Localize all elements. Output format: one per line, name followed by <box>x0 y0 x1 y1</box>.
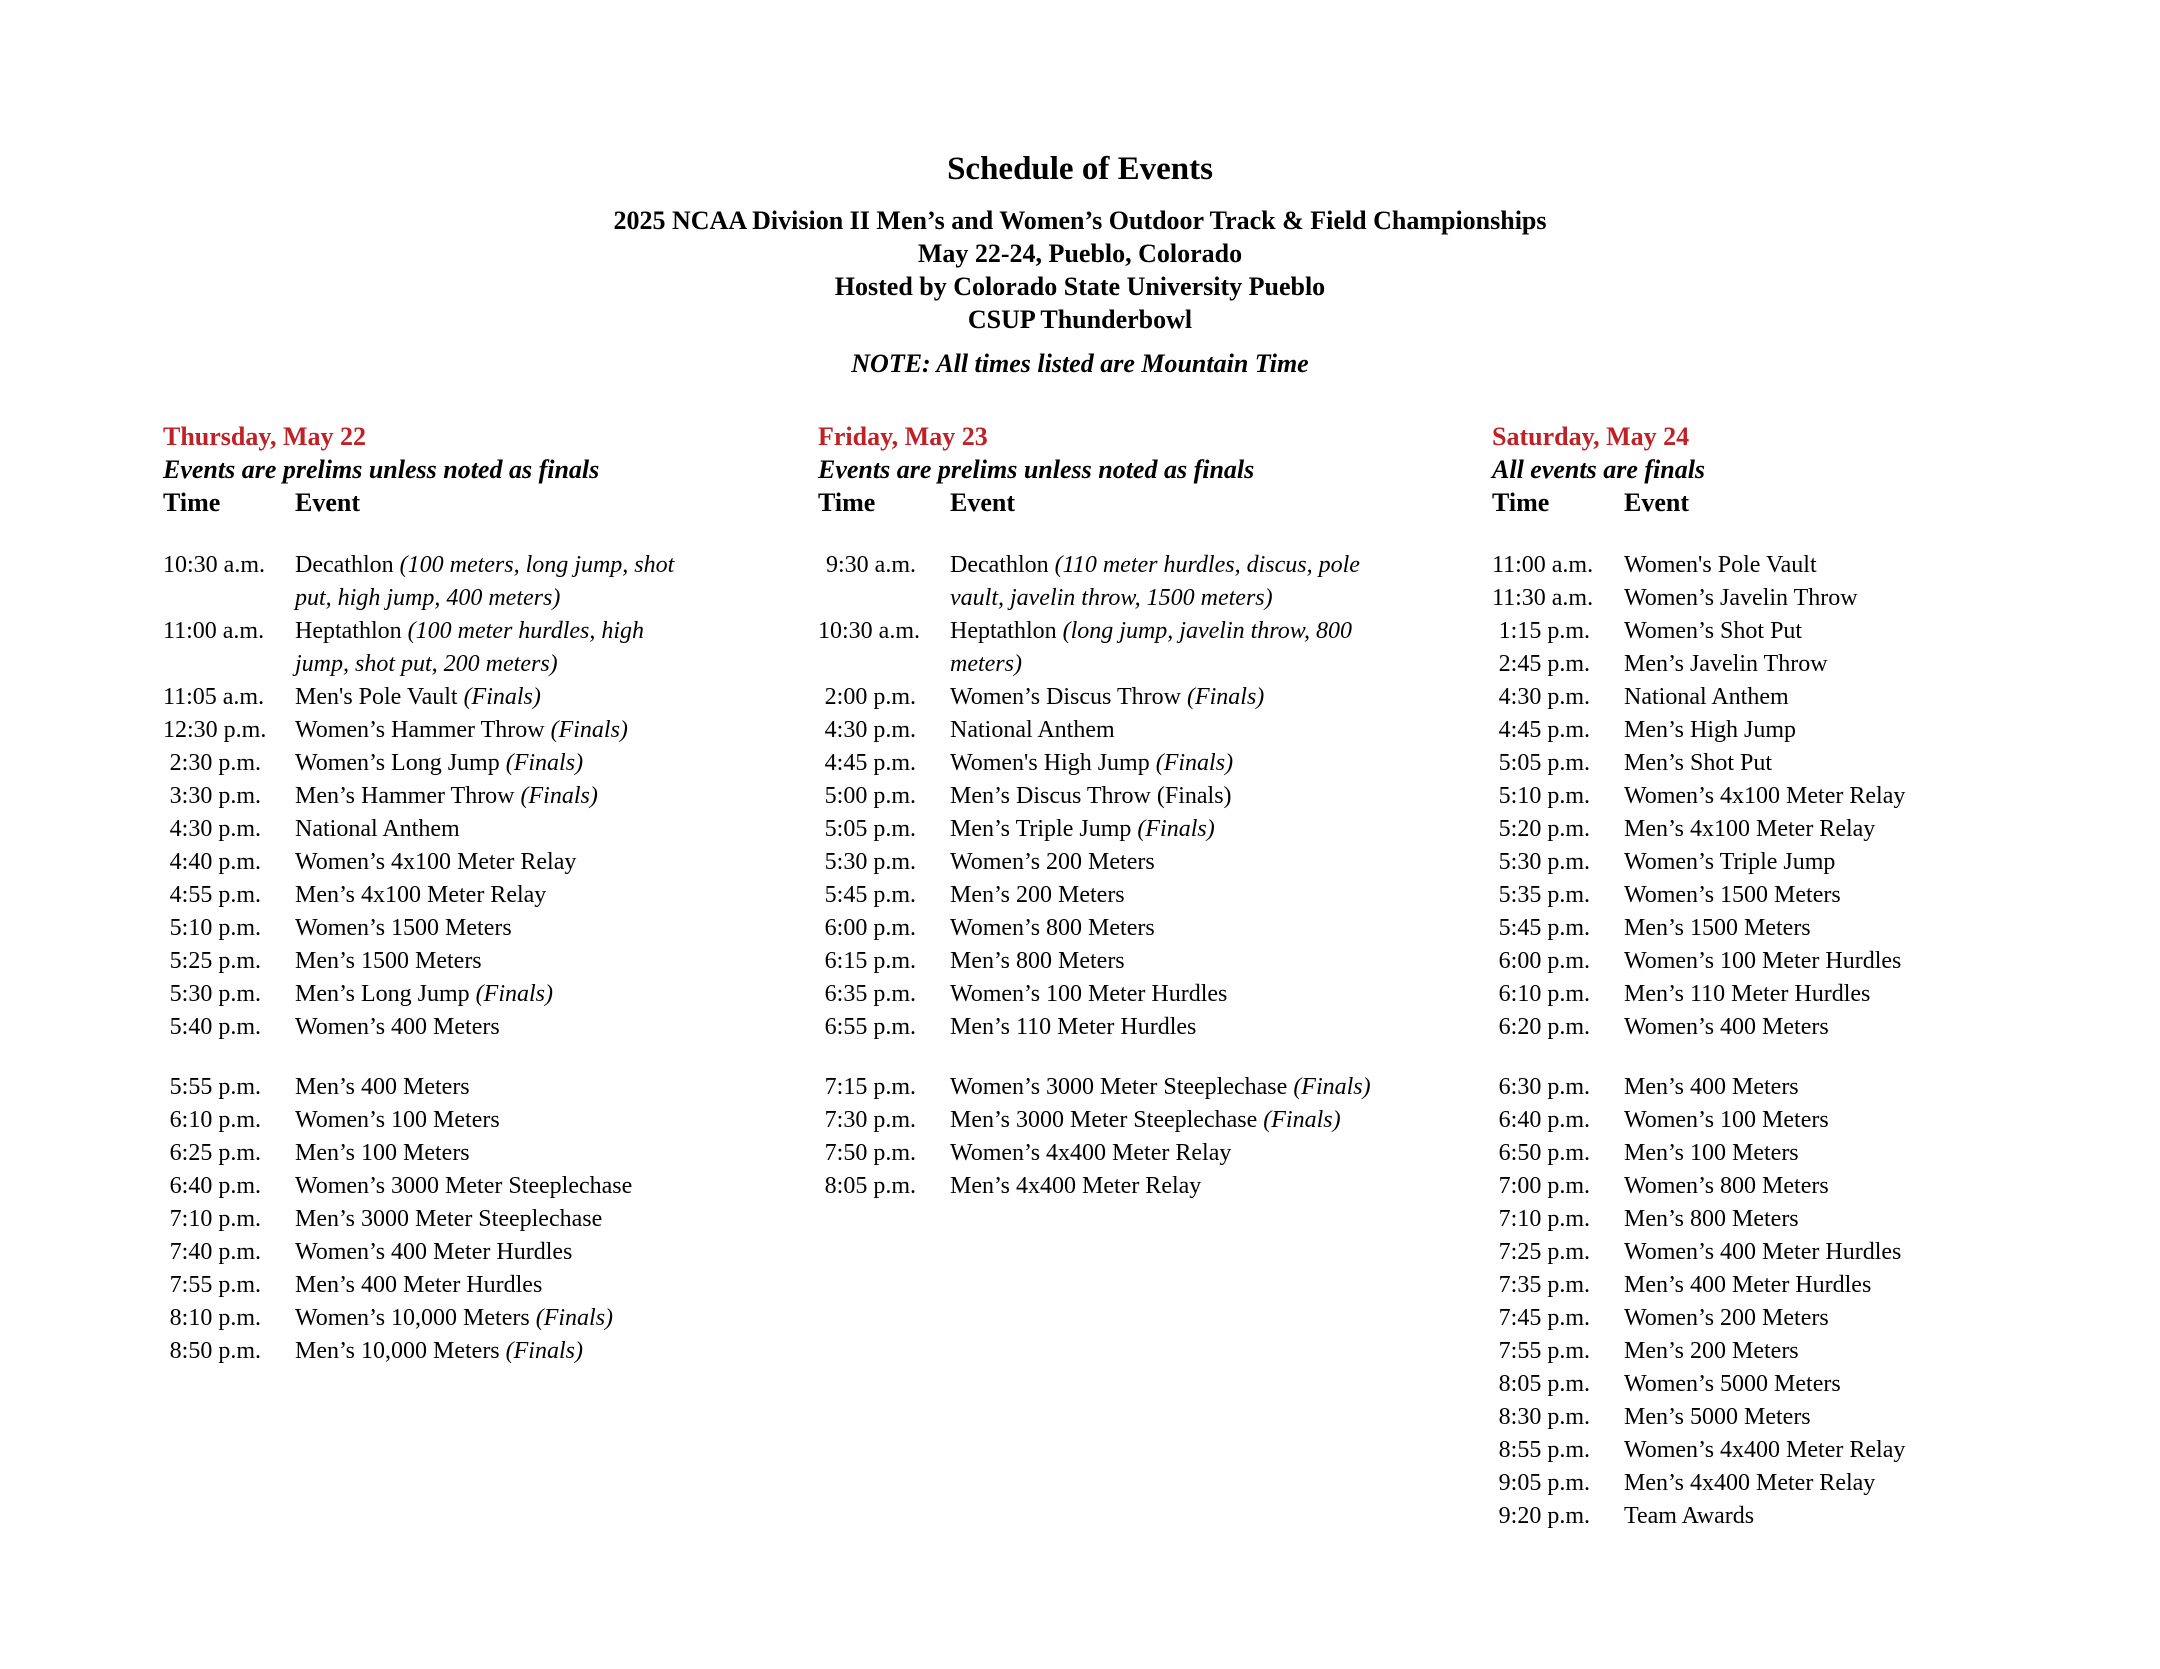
schedule-row <box>818 1104 1383 1137</box>
schedule-rows <box>818 549 1383 1203</box>
schedule-row <box>163 1203 683 1236</box>
event-time: 5:20 p.m. <box>1498 816 1590 842</box>
event-name: Women’s 10,000 Meters (Finals) <box>295 1305 614 1331</box>
event-time: 9:30 a.m. <box>826 552 916 578</box>
event-time: 7:45 p.m. <box>1498 1305 1590 1331</box>
subtitle-venue: CSUP Thunderbowl <box>967 305 1193 334</box>
day-column-friday <box>818 420 1383 1203</box>
event-note: (Finals) <box>1263 1107 1341 1133</box>
schedule-row <box>1492 549 2067 582</box>
schedule-row <box>818 1137 1383 1170</box>
schedule-row <box>163 1236 683 1269</box>
event-name: Men’s High Jump <box>1624 717 1797 743</box>
day-column-thursday <box>163 420 683 1368</box>
event-name: Women’s 400 Meters <box>1624 1014 1829 1040</box>
document-header <box>0 148 2160 336</box>
event-time: 4:30 p.m. <box>824 717 916 743</box>
event-time: 6:25 p.m. <box>169 1140 261 1166</box>
schedule-row <box>1492 1335 2067 1368</box>
event-time: 5:30 p.m. <box>824 849 916 875</box>
event-time: 7:55 p.m. <box>169 1272 261 1298</box>
event-time: 8:05 p.m. <box>824 1173 916 1199</box>
schedule-rows <box>1492 549 2067 1533</box>
event-name: Men’s 200 Meters <box>950 882 1125 908</box>
event-name: Heptathlon (100 meter hurdles, high jump, shot put, 200 meters) <box>295 618 645 677</box>
schedule-row <box>1492 648 2067 681</box>
event-time: 6:35 p.m. <box>824 981 916 1007</box>
schedule-row <box>163 912 683 945</box>
schedule-row <box>163 681 683 714</box>
schedule-row <box>163 879 683 912</box>
schedule-row <box>1492 1368 2067 1401</box>
day-subnote: Events are prelims unless noted as finals <box>818 455 1255 484</box>
event-name: Women’s 4x100 Meter Relay <box>295 849 577 875</box>
schedule-row <box>1492 1467 2067 1500</box>
event-note: (Finals) <box>475 981 553 1007</box>
event-time: 6:40 p.m. <box>169 1173 261 1199</box>
event-note: (Finals) <box>1137 816 1215 842</box>
schedule-row <box>1492 879 2067 912</box>
event-time: 6:40 p.m. <box>1498 1107 1590 1133</box>
schedule-row <box>1492 912 2067 945</box>
event-time: 7:25 p.m. <box>1498 1239 1590 1265</box>
event-name: Men’s 1500 Meters <box>295 948 482 974</box>
event-time: 5:45 p.m. <box>824 882 916 908</box>
schedule-row <box>1492 681 2067 714</box>
event-name: Men’s 400 Meters <box>1624 1074 1799 1100</box>
event-name: Men’s 800 Meters <box>950 948 1125 974</box>
event-time: 11:30 a.m. <box>1492 585 1594 611</box>
schedule-row <box>818 549 1383 615</box>
event-name: Men’s 100 Meters <box>295 1140 470 1166</box>
event-time: 4:40 p.m. <box>169 849 261 875</box>
time-column-header: Time <box>818 488 876 517</box>
schedule-row <box>163 1269 683 1302</box>
event-time: 8:10 p.m. <box>169 1305 261 1331</box>
event-name: Men’s 4x400 Meter Relay <box>1624 1470 1876 1496</box>
event-note: (100 meter hurdles, high jump, shot put, 200 meters) <box>295 618 645 677</box>
table-header <box>1492 486 2067 519</box>
event-time: 2:45 p.m. <box>1498 651 1590 677</box>
event-time: 4:45 p.m. <box>824 750 916 776</box>
event-name: Women’s Triple Jump <box>1624 849 1836 875</box>
event-time: 7:30 p.m. <box>824 1107 916 1133</box>
event-time: 5:00 p.m. <box>824 783 916 809</box>
event-name: Men’s 4x100 Meter Relay <box>1624 816 1876 842</box>
event-time: 10:30 a.m. <box>163 552 265 578</box>
schedule-row <box>1492 1011 2067 1044</box>
schedule-row <box>163 846 683 879</box>
schedule-row <box>1492 1401 2067 1434</box>
event-name: Women’s 200 Meters <box>950 849 1155 875</box>
schedule-row <box>818 780 1383 813</box>
event-time: 4:30 p.m. <box>169 816 261 842</box>
schedule-row <box>1492 1500 2067 1533</box>
event-note: (Finals) <box>1155 750 1234 776</box>
schedule-block <box>163 549 683 1044</box>
event-name: National Anthem <box>1624 684 1789 710</box>
schedule-row <box>1492 747 2067 780</box>
schedule-block <box>818 549 1383 1044</box>
event-time: 6:00 p.m. <box>1498 948 1590 974</box>
event-name: National Anthem <box>950 717 1115 743</box>
schedule-row <box>1492 1071 2067 1104</box>
schedule-row <box>1492 780 2067 813</box>
event-name: Women’s 400 Meter Hurdles <box>295 1239 573 1265</box>
event-note: (Finals) <box>1186 684 1265 710</box>
time-column-header: Time <box>1492 488 1550 517</box>
event-time: 5:55 p.m. <box>169 1074 261 1100</box>
event-time: 2:30 p.m. <box>169 750 261 776</box>
schedule-row <box>1492 714 2067 747</box>
schedule-row <box>1492 1302 2067 1335</box>
event-name: Women’s 4x400 Meter Relay <box>950 1140 1232 1166</box>
event-time: 8:55 p.m. <box>1498 1437 1590 1463</box>
event-name: Men’s Discus Throw (Finals) <box>950 783 1232 809</box>
event-name: Women’s Discus Throw (Finals) <box>950 684 1265 710</box>
event-note: (110 meter hurdles, discus, pole vault, javelin throw, 1500 meters) <box>950 552 1360 611</box>
event-time: 6:50 p.m. <box>1498 1140 1590 1166</box>
event-time: 7:10 p.m. <box>1498 1206 1590 1232</box>
event-time: 8:05 p.m. <box>1498 1371 1590 1397</box>
event-name: Men’s 3000 Meter Steeplechase <box>295 1206 603 1232</box>
event-name: National Anthem <box>295 816 460 842</box>
subtitle-date-location: May 22-24, Pueblo, Colorado <box>917 239 1243 268</box>
day-heading: Saturday, May 24 <box>1492 422 1690 451</box>
table-header <box>163 486 683 519</box>
schedule-row <box>163 1302 683 1335</box>
event-time: 5:30 p.m. <box>169 981 261 1007</box>
day-heading: Thursday, May 22 <box>163 422 366 451</box>
schedule-row <box>1492 1170 2067 1203</box>
event-name: Women's Pole Vault <box>1624 552 1817 578</box>
event-time: 5:10 p.m. <box>169 915 261 941</box>
event-time: 3:30 p.m. <box>169 783 261 809</box>
event-name: Women’s 1500 Meters <box>1624 882 1841 908</box>
event-note: (Finals) <box>1156 783 1232 809</box>
event-time: 8:30 p.m. <box>1498 1404 1590 1430</box>
event-note: (Finals) <box>520 783 598 809</box>
schedule-row <box>163 813 683 846</box>
event-name: Women’s 4x400 Meter Relay <box>1624 1437 1906 1463</box>
event-name: Men’s Triple Jump (Finals) <box>950 816 1215 842</box>
event-name: Men’s 800 Meters <box>1624 1206 1799 1232</box>
schedule-row <box>818 1170 1383 1203</box>
schedule-row <box>818 945 1383 978</box>
event-time: 5:25 p.m. <box>169 948 261 974</box>
schedule-block <box>163 1071 683 1368</box>
event-name: Women’s 800 Meters <box>1624 1173 1829 1199</box>
event-note: (Finals) <box>505 1338 583 1364</box>
event-time: 11:05 a.m. <box>163 684 265 710</box>
event-name: Women's High Jump (Finals) <box>950 750 1234 776</box>
schedule-row <box>818 978 1383 1011</box>
event-name: Men’s 100 Meters <box>1624 1140 1799 1166</box>
event-time: 9:20 p.m. <box>1498 1503 1590 1529</box>
event-name: Team Awards <box>1624 1503 1755 1529</box>
event-time: 6:10 p.m. <box>169 1107 261 1133</box>
event-name: Women’s 5000 Meters <box>1624 1371 1841 1397</box>
event-time: 11:00 a.m. <box>163 618 265 644</box>
event-name: Women’s 3000 Meter Steeplechase <box>295 1173 633 1199</box>
schedule-row <box>1492 582 2067 615</box>
event-name: Men’s 3000 Meter Steeplechase (Finals) <box>950 1107 1341 1133</box>
event-time: 5:35 p.m. <box>1498 882 1590 908</box>
schedule-row <box>1492 813 2067 846</box>
schedule-block <box>818 1071 1383 1203</box>
event-column-header: Event <box>950 488 1015 517</box>
event-name: Heptathlon (long jump, javelin throw, 800 meters) <box>950 618 1352 677</box>
time-column-header: Time <box>163 488 221 517</box>
event-name: Men’s 4x100 Meter Relay <box>295 882 547 908</box>
schedule-row <box>818 912 1383 945</box>
event-name: Women’s 100 Meter Hurdles <box>950 981 1228 1007</box>
event-name: Women’s 400 Meters <box>295 1014 500 1040</box>
event-name: Men’s 10,000 Meters (Finals) <box>295 1338 583 1364</box>
schedule-row <box>818 714 1383 747</box>
event-note: (Finals) <box>1293 1074 1371 1100</box>
event-name: Men’s 1500 Meters <box>1624 915 1811 941</box>
event-column-header: Event <box>295 488 360 517</box>
schedule-row <box>1492 1104 2067 1137</box>
event-time: 11:00 a.m. <box>1492 552 1594 578</box>
event-name: Men’s 400 Meters <box>295 1074 470 1100</box>
schedule-row <box>163 1335 683 1368</box>
event-name: Men’s 400 Meter Hurdles <box>1624 1272 1872 1298</box>
subtitle-host: Hosted by Colorado State University Pueblo <box>834 272 1326 301</box>
event-time: 2:00 p.m. <box>824 684 916 710</box>
schedule-row <box>1492 1137 2067 1170</box>
schedule-row <box>818 1071 1383 1104</box>
event-note: (Finals) <box>505 750 584 776</box>
event-time: 5:40 p.m. <box>169 1014 261 1040</box>
event-name: Women’s 100 Meter Hurdles <box>1624 948 1902 974</box>
event-time: 9:05 p.m. <box>1498 1470 1590 1496</box>
schedule-row <box>163 978 683 1011</box>
event-time: 6:10 p.m. <box>1498 981 1590 1007</box>
event-name: Men’s 200 Meters <box>1624 1338 1799 1364</box>
event-note: (Finals) <box>463 684 541 710</box>
event-note: (Finals) <box>550 717 628 743</box>
event-name: Women’s Long Jump (Finals) <box>295 750 584 776</box>
timezone-note: NOTE: All times listed are Mountain Time <box>851 349 1309 378</box>
schedule-row <box>818 813 1383 846</box>
event-time: 8:50 p.m. <box>169 1338 261 1364</box>
schedule-row <box>163 747 683 780</box>
event-name: Women’s 400 Meter Hurdles <box>1624 1239 1902 1265</box>
schedule-row <box>1492 945 2067 978</box>
event-name: Women’s 1500 Meters <box>295 915 512 941</box>
event-name: Women’s 3000 Meter Steeplechase (Finals) <box>950 1074 1371 1100</box>
event-name: Women’s Shot Put <box>1624 618 1803 644</box>
schedule-row <box>818 846 1383 879</box>
day-heading: Friday, May 23 <box>818 422 988 451</box>
event-note: (Finals) <box>535 1305 614 1331</box>
schedule-row <box>818 879 1383 912</box>
event-name: Women’s 200 Meters <box>1624 1305 1829 1331</box>
event-name: Men’s 4x400 Meter Relay <box>950 1173 1202 1199</box>
event-time: 5:05 p.m. <box>824 816 916 842</box>
event-name: Men’s Long Jump (Finals) <box>295 981 553 1007</box>
event-name: Women’s 800 Meters <box>950 915 1155 941</box>
schedule-block <box>1492 1071 2067 1533</box>
event-note: (100 meters, long jump, shot put, high jump, 400 meters) <box>295 552 675 611</box>
event-time: 7:55 p.m. <box>1498 1338 1590 1364</box>
event-time: 5:30 p.m. <box>1498 849 1590 875</box>
day-subnote: Events are prelims unless noted as finals <box>163 455 600 484</box>
event-time: 4:55 p.m. <box>169 882 261 908</box>
event-time: 6:15 p.m. <box>824 948 916 974</box>
subtitle-championships: 2025 NCAA Division II Men’s and Women’s Outdoor Track & Field Championships <box>613 206 1547 235</box>
event-time: 7:00 p.m. <box>1498 1173 1590 1199</box>
event-name: Women’s 100 Meters <box>1624 1107 1829 1133</box>
event-name: Men’s Hammer Throw (Finals) <box>295 783 598 809</box>
event-name: Women’s Javelin Throw <box>1624 585 1858 611</box>
event-time: 7:10 p.m. <box>169 1206 261 1232</box>
day-column-saturday <box>1492 420 2067 1533</box>
schedule-row <box>1492 846 2067 879</box>
schedule-rows <box>163 549 683 1368</box>
event-name: Women’s Hammer Throw (Finals) <box>295 717 628 743</box>
event-time: 10:30 a.m. <box>818 618 920 644</box>
schedule-row <box>1492 978 2067 1011</box>
event-time: 7:50 p.m. <box>824 1140 916 1166</box>
event-name: Men’s 110 Meter Hurdles <box>1624 981 1871 1007</box>
schedule-row <box>818 615 1383 681</box>
event-time: 5:45 p.m. <box>1498 915 1590 941</box>
schedule-row <box>163 549 683 615</box>
event-name: Men’s 400 Meter Hurdles <box>295 1272 543 1298</box>
schedule-block <box>1492 549 2067 1044</box>
schedule-row <box>163 1104 683 1137</box>
event-time: 1:15 p.m. <box>1498 618 1590 644</box>
schedule-row <box>163 780 683 813</box>
event-name: Men’s Shot Put <box>1624 750 1773 776</box>
event-name: Women’s 4x100 Meter Relay <box>1624 783 1906 809</box>
event-name: Men's Pole Vault (Finals) <box>295 684 541 710</box>
schedule-row <box>1492 615 2067 648</box>
event-time: 7:35 p.m. <box>1498 1272 1590 1298</box>
schedule-row <box>1492 1269 2067 1302</box>
page-title: Schedule of Events <box>947 151 1213 187</box>
day-subnote: All events are finals <box>1492 455 1706 484</box>
schedule-row <box>163 1170 683 1203</box>
event-time: 7:40 p.m. <box>169 1239 261 1265</box>
schedule-row <box>1492 1434 2067 1467</box>
schedule-row <box>1492 1203 2067 1236</box>
event-time: 4:45 p.m. <box>1498 717 1590 743</box>
table-header <box>818 486 1383 519</box>
schedule-row <box>163 1071 683 1104</box>
event-time: 5:10 p.m. <box>1498 783 1590 809</box>
schedule-row <box>163 1137 683 1170</box>
event-name: Decathlon (100 meters, long jump, shot put, high jump, 400 meters) <box>295 552 675 611</box>
schedule-row <box>1492 1236 2067 1269</box>
event-time: 6:55 p.m. <box>824 1014 916 1040</box>
event-name: Women’s 100 Meters <box>295 1107 500 1133</box>
event-column-header: Event <box>1624 488 1689 517</box>
schedule-row <box>818 1011 1383 1044</box>
schedule-row <box>818 747 1383 780</box>
event-time: 6:00 p.m. <box>824 915 916 941</box>
event-note: (long jump, javelin throw, 800 meters) <box>950 618 1352 677</box>
event-name: Men’s Javelin Throw <box>1624 651 1828 677</box>
event-time: 5:05 p.m. <box>1498 750 1590 776</box>
schedule-row <box>818 681 1383 714</box>
event-time: 12:30 p.m. <box>163 717 267 743</box>
event-name: Decathlon (110 meter hurdles, discus, pole vault, javelin throw, 1500 meters) <box>950 552 1360 611</box>
event-time: 7:15 p.m. <box>824 1074 916 1100</box>
schedule-row <box>163 714 683 747</box>
event-name: Men’s 110 Meter Hurdles <box>950 1014 1197 1040</box>
event-name: Men’s 5000 Meters <box>1624 1404 1811 1430</box>
schedule-row <box>163 615 683 681</box>
event-time: 6:20 p.m. <box>1498 1014 1590 1040</box>
schedule-row <box>163 945 683 978</box>
event-time: 6:30 p.m. <box>1498 1074 1590 1100</box>
event-time: 4:30 p.m. <box>1498 684 1590 710</box>
schedule-row <box>163 1011 683 1044</box>
